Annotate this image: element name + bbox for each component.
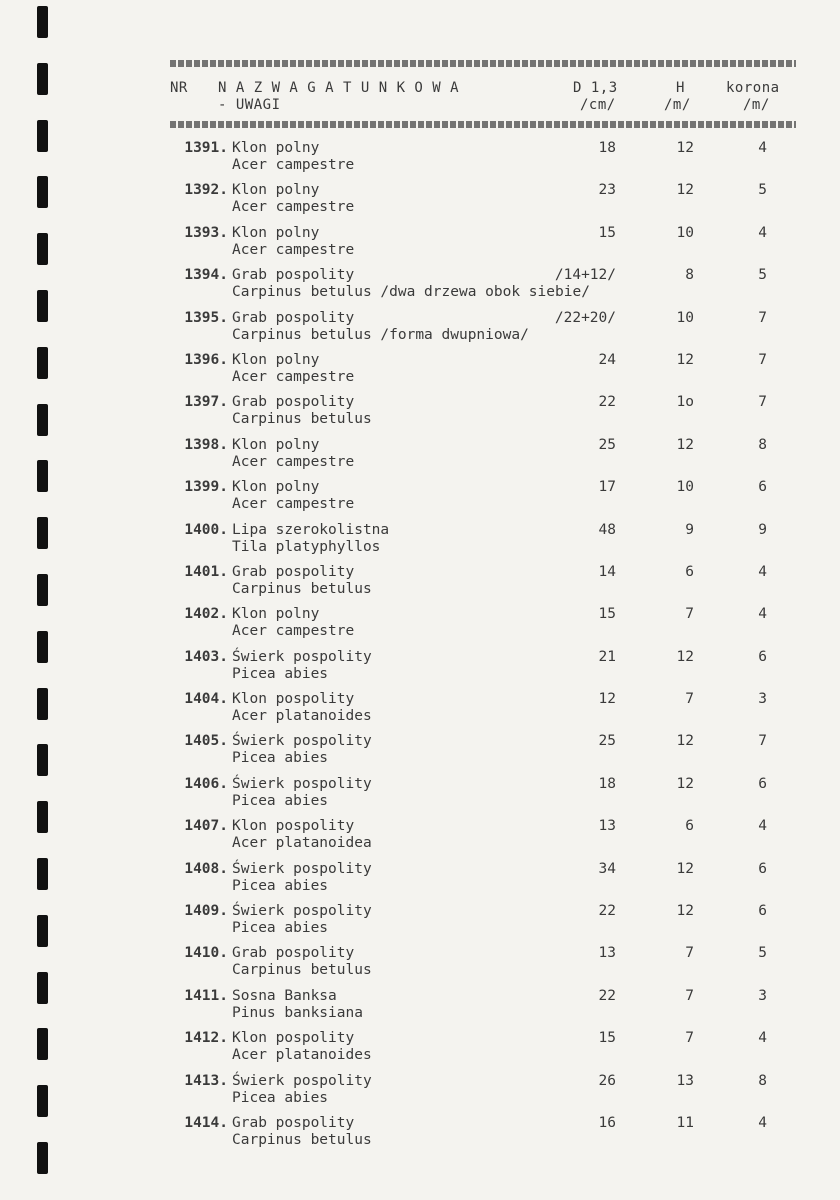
species-cell [232, 818, 372, 852]
height-value: 7 [685, 987, 694, 1004]
header-korona-label: korona [726, 80, 780, 96]
crown-value: 7 [758, 733, 767, 750]
species-latin: Acer campestre [232, 496, 355, 513]
row-number: 1401. [184, 563, 228, 580]
diameter-value: 24 [598, 351, 616, 368]
species-name: Świerk pospolity [232, 648, 372, 665]
diameter-value: 18 [598, 775, 616, 792]
row-number: 1409. [184, 903, 228, 920]
height-value: 12 [676, 775, 694, 792]
crown-value: 8 [758, 436, 767, 453]
species-latin: Acer platanoides [232, 1047, 372, 1064]
diameter-value: 15 [598, 1030, 616, 1047]
crown-value: 6 [758, 775, 767, 792]
species-name: Grab pospolity [232, 945, 355, 962]
species-name: Klon polny [232, 224, 320, 241]
height-value: 12 [676, 860, 694, 877]
species-name: Grab pospolity [232, 267, 355, 284]
crown-value: 8 [758, 1072, 767, 1089]
diameter-value: 18 [598, 140, 616, 156]
crown-value: 5 [758, 945, 767, 962]
height-value: 6 [685, 563, 694, 580]
species-cell [232, 267, 590, 301]
diameter-value: 23 [598, 182, 616, 199]
species-cell [232, 182, 354, 216]
diameter-value: 14 [598, 563, 616, 580]
diameter-value: 17 [598, 479, 616, 496]
height-value: 11 [676, 1114, 694, 1131]
table-row [0, 861, 840, 903]
row-number: 1399. [184, 479, 228, 496]
crown-value: 4 [758, 1114, 767, 1131]
diameter-value: 48 [598, 521, 616, 538]
height-value: 12 [676, 436, 694, 453]
crown-value: 9 [758, 521, 767, 538]
height-value: 1o [676, 394, 694, 411]
diameter-value: 16 [598, 1114, 616, 1131]
diameter-value: /14+12/ [554, 267, 616, 284]
species-name: Klon polny [232, 351, 320, 368]
crown-value: 4 [758, 563, 767, 580]
species-latin: Acer campestre [232, 623, 355, 640]
row-number: 1403. [184, 648, 228, 665]
species-cell [232, 352, 354, 386]
species-latin: Acer platanoidea [232, 835, 372, 852]
height-value: 7 [685, 691, 694, 708]
height-value: 10 [676, 479, 694, 496]
height-value: 7 [685, 1030, 694, 1047]
species-cell [232, 310, 529, 344]
species-latin: Carpinus betulus /dwa drzewa obok siebie/ [232, 284, 590, 301]
table-row [0, 988, 840, 1030]
species-latin: Acer campestre [232, 241, 355, 258]
table-row [0, 182, 840, 224]
crown-value: 4 [758, 140, 767, 156]
species-name: Grab pospolity [232, 563, 355, 580]
table-row [0, 394, 840, 436]
row-number: 1413. [184, 1072, 228, 1089]
crown-value: 7 [758, 309, 767, 326]
species-cell [232, 564, 372, 598]
header-name: N A Z W A G A T U N K O W A [218, 80, 460, 96]
species-name: Klon polny [232, 140, 320, 156]
row-number: 1407. [184, 818, 228, 835]
table-row [0, 606, 840, 648]
crown-value: 3 [758, 691, 767, 708]
species-latin: Picea abies [232, 877, 329, 894]
crown-value: 6 [758, 903, 767, 920]
header-h-label: H [676, 80, 685, 96]
row-number: 1406. [184, 775, 228, 792]
species-cell [232, 945, 372, 979]
diameter-value: 13 [598, 818, 616, 835]
table-row [0, 352, 840, 394]
row-number: 1405. [184, 733, 228, 750]
table-row [0, 776, 840, 818]
species-name: Klon pospolity [232, 691, 355, 708]
species-latin: Acer platanoides [232, 708, 372, 725]
species-cell [232, 861, 372, 895]
table-row [0, 140, 840, 182]
species-cell [232, 225, 354, 259]
row-number: 1393. [184, 224, 228, 241]
height-value: 7 [685, 606, 694, 623]
table-row [0, 310, 840, 352]
row-number: 1398. [184, 436, 228, 453]
species-latin: Carpinus betulus [232, 962, 372, 979]
crown-value: 6 [758, 479, 767, 496]
diameter-value: 22 [598, 903, 616, 920]
height-value: 9 [685, 521, 694, 538]
species-latin: Tila platyphyllos [232, 538, 381, 555]
diameter-value: 12 [598, 691, 616, 708]
species-cell [232, 1030, 372, 1064]
height-value: 12 [676, 140, 694, 156]
crown-value: 7 [758, 394, 767, 411]
diameter-value: 25 [598, 436, 616, 453]
diameter-value: 34 [598, 860, 616, 877]
diameter-value: 13 [598, 945, 616, 962]
species-name: Świerk pospolity [232, 1072, 372, 1089]
table-header [0, 78, 840, 114]
diameter-value: 22 [598, 394, 616, 411]
species-cell [232, 437, 354, 471]
height-value: 12 [676, 351, 694, 368]
row-number: 1408. [184, 860, 228, 877]
crown-value: 3 [758, 987, 767, 1004]
row-number: 1414. [184, 1114, 228, 1131]
species-latin: Picea abies [232, 920, 329, 937]
height-value: 10 [676, 309, 694, 326]
height-value: 10 [676, 224, 694, 241]
species-cell [232, 606, 354, 640]
tree-table-body [0, 140, 840, 1157]
table-row [0, 818, 840, 860]
diameter-value: /22+20/ [554, 309, 616, 326]
height-value: 6 [685, 818, 694, 835]
diameter-value: 26 [598, 1072, 616, 1089]
top-double-rule [170, 60, 796, 67]
species-name: Klon pospolity [232, 1030, 355, 1047]
table-row [0, 564, 840, 606]
species-cell [232, 733, 372, 767]
row-number: 1410. [184, 945, 228, 962]
height-value: 12 [676, 648, 694, 665]
species-name: Świerk pospolity [232, 733, 372, 750]
table-row [0, 903, 840, 945]
table-row [0, 733, 840, 775]
row-number: 1394. [184, 267, 228, 284]
species-name: Klon polny [232, 182, 320, 199]
species-cell [232, 394, 372, 428]
species-latin: Picea abies [232, 792, 329, 809]
species-latin: Picea abies [232, 750, 329, 767]
table-row [0, 479, 840, 521]
row-number: 1396. [184, 351, 228, 368]
crown-value: 5 [758, 182, 767, 199]
height-value: 7 [685, 945, 694, 962]
diameter-value: 25 [598, 733, 616, 750]
table-row [0, 1115, 840, 1157]
crown-value: 6 [758, 860, 767, 877]
species-name: Klon polny [232, 436, 320, 453]
species-latin: Carpinus betulus [232, 411, 372, 428]
species-name: Grab pospolity [232, 1114, 355, 1131]
species-name: Świerk pospolity [232, 903, 372, 920]
row-number: 1402. [184, 606, 228, 623]
species-cell [232, 1115, 372, 1149]
species-name: Lipa szerokolistna [232, 521, 390, 538]
height-value: 12 [676, 733, 694, 750]
species-name: Grab pospolity [232, 394, 355, 411]
table-row [0, 945, 840, 987]
diameter-value: 15 [598, 606, 616, 623]
crown-value: 5 [758, 267, 767, 284]
crown-value: 4 [758, 1030, 767, 1047]
species-latin: Acer campestre [232, 199, 355, 216]
table-row [0, 267, 840, 309]
table-row [0, 649, 840, 691]
table-row [0, 437, 840, 479]
height-value: 13 [676, 1072, 694, 1089]
crown-value: 4 [758, 606, 767, 623]
species-cell [232, 479, 354, 513]
species-latin: Acer campestre [232, 368, 355, 385]
header-h-unit: /m/ [664, 97, 691, 113]
header-d-unit: /cm/ [580, 97, 616, 113]
species-latin: Carpinus betulus /forma dwupniowa/ [232, 326, 529, 343]
crown-value: 4 [758, 818, 767, 835]
species-latin: Carpinus betulus [232, 580, 372, 597]
table-row [0, 1030, 840, 1072]
species-latin: Acer campestre [232, 453, 355, 470]
height-value: 12 [676, 182, 694, 199]
table-row [0, 1073, 840, 1115]
species-cell [232, 903, 372, 937]
species-cell [232, 1073, 372, 1107]
diameter-value: 15 [598, 224, 616, 241]
table-row [0, 691, 840, 733]
species-latin: Picea abies [232, 1089, 329, 1106]
header-d-label: D 1,3 [573, 80, 618, 96]
species-cell [232, 988, 363, 1022]
species-latin: Acer campestre [232, 157, 355, 173]
table-row [0, 225, 840, 267]
species-cell [232, 776, 372, 810]
species-latin: Pinus banksiana [232, 1004, 363, 1021]
species-cell [232, 691, 372, 725]
crown-value: 7 [758, 351, 767, 368]
crown-value: 4 [758, 224, 767, 241]
species-name: Klon pospolity [232, 818, 355, 835]
header-uwagi: - UWAGI [218, 97, 281, 113]
species-name: Świerk pospolity [232, 775, 372, 792]
species-latin: Picea abies [232, 665, 329, 682]
row-number: 1412. [184, 1030, 228, 1047]
row-number: 1397. [184, 394, 228, 411]
species-cell [232, 522, 389, 556]
species-name: Klon polny [232, 479, 320, 496]
species-latin: Carpinus betulus [232, 1131, 372, 1148]
species-name: Grab pospolity [232, 309, 355, 326]
row-number: 1411. [184, 987, 228, 1004]
height-value: 8 [685, 267, 694, 284]
header-korona-unit: /m/ [743, 97, 770, 113]
species-name: Klon polny [232, 606, 320, 623]
header-double-rule [170, 121, 796, 128]
species-cell [232, 140, 354, 174]
row-number: 1392. [184, 182, 228, 199]
species-cell [232, 649, 372, 683]
species-name: Świerk pospolity [232, 860, 372, 877]
height-value: 12 [676, 903, 694, 920]
diameter-value: 21 [598, 648, 616, 665]
row-number: 1404. [184, 691, 228, 708]
table-row [0, 522, 840, 564]
diameter-value: 22 [598, 987, 616, 1004]
species-name: Sosna Banksa [232, 987, 337, 1004]
row-number: 1391. [184, 140, 228, 156]
crown-value: 6 [758, 648, 767, 665]
header-nr: NR [170, 80, 188, 96]
row-number: 1395. [184, 309, 228, 326]
binding-hole [37, 6, 48, 38]
row-number: 1400. [184, 521, 228, 538]
